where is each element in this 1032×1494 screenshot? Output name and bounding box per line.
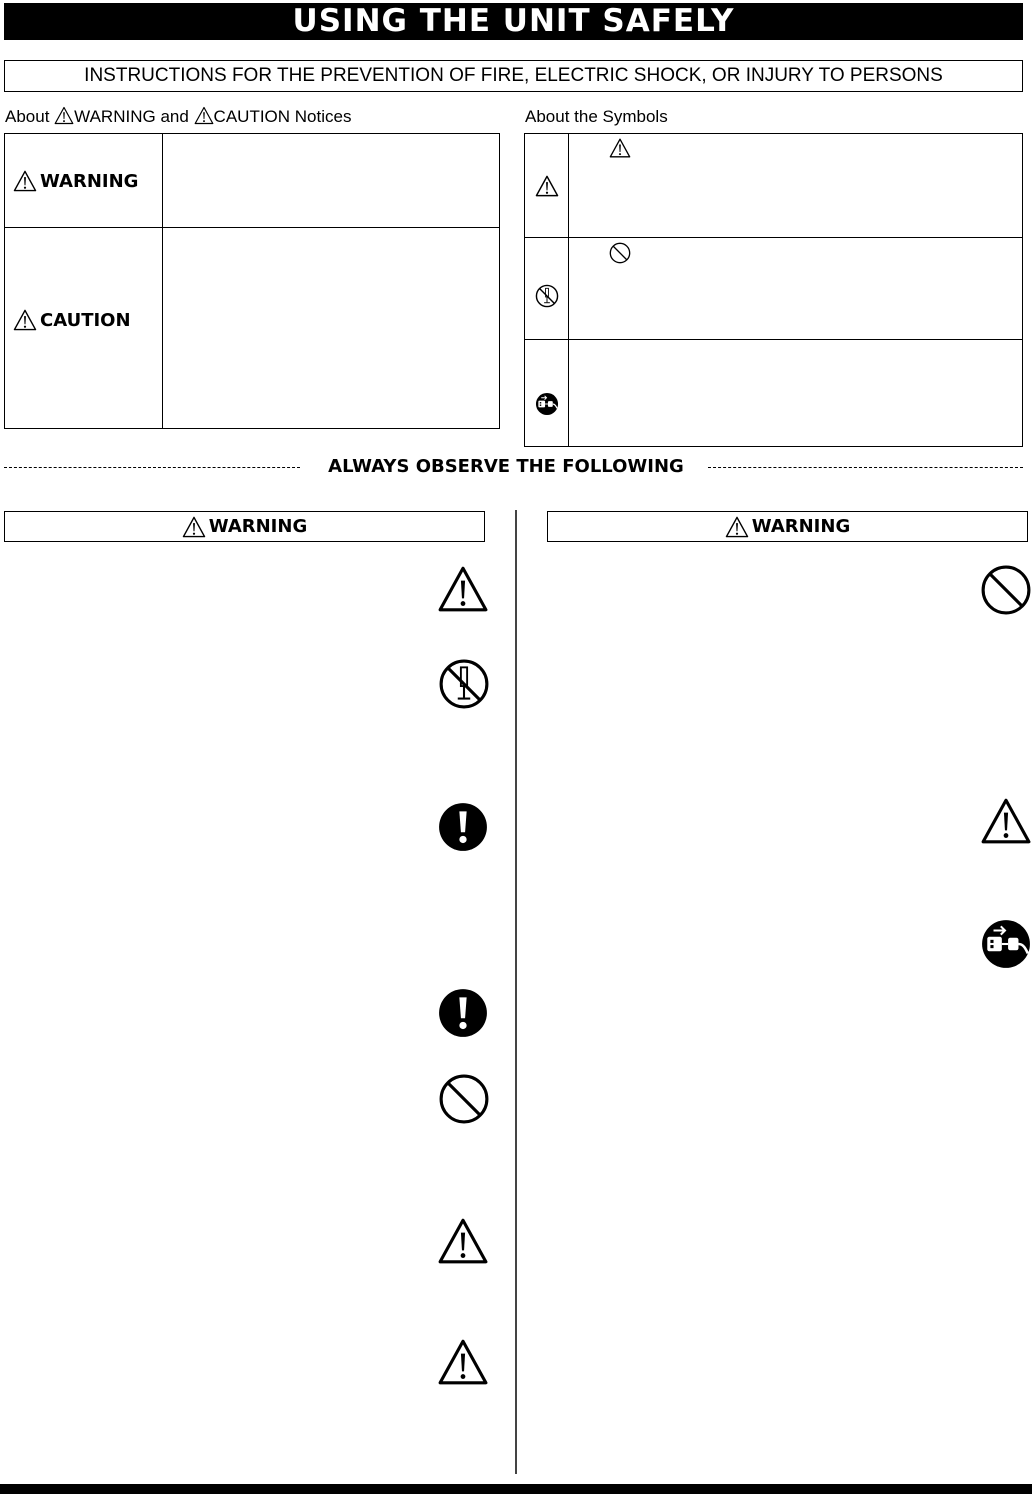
notices-table [4, 133, 500, 429]
symbols-caption: About the Symbols [525, 107, 668, 126]
right-warning-header-label: WARNING [751, 516, 851, 537]
column-divider [515, 510, 517, 1474]
notices-caption-prefix: About [5, 107, 50, 126]
page-title: USING THE UNIT SAFELY [4, 3, 1023, 40]
notice-warning-text: WARNING [40, 170, 139, 192]
caution-triangle-icon [437, 1215, 489, 1267]
instructions-heading: INSTRUCTIONS FOR THE PREVENTION OF FIRE, ELECTRIC SHOCK, OR INJURY TO PERSONS [4, 60, 1023, 92]
exclamation-circle-icon [437, 987, 489, 1039]
notice-warning-label [13, 170, 138, 192]
right-warning-header [547, 511, 1028, 542]
left-warning-header-label: WARNING [208, 516, 308, 537]
do-not-disassemble-icon [438, 658, 490, 710]
unplug-icon [980, 918, 1032, 970]
prohibition-icon [609, 242, 631, 264]
divider-right [708, 467, 1023, 468]
caution-triangle-icon [13, 309, 37, 331]
exclamation-circle-icon [437, 801, 489, 853]
caution-triangle-icon [437, 563, 489, 615]
symbols-table [524, 133, 1023, 447]
prohibition-icon [438, 1073, 490, 1125]
warning-triangle-icon [182, 516, 206, 538]
notices-caption-warning: WARNING [74, 107, 156, 126]
prohibition-icon [980, 564, 1032, 616]
left-warning-header [4, 511, 485, 542]
notice-caution-text: CAUTION [40, 309, 131, 331]
notices-caption-and: and [160, 107, 189, 126]
divider-left [4, 467, 300, 468]
small-triangle-icon [609, 137, 631, 159]
caution-triangle-icon [194, 106, 214, 125]
warning-triangle-icon [54, 106, 74, 125]
bottom-bar [0, 1484, 1032, 1494]
caution-triangle-icon [980, 795, 1032, 847]
notices-caption [5, 106, 351, 127]
caution-triangle-icon [437, 1336, 489, 1388]
caution-triangle-icon [535, 174, 559, 198]
unplug-icon [535, 392, 559, 416]
warning-triangle-icon [725, 516, 749, 538]
notices-caption-caution: CAUTION [213, 107, 291, 126]
notices-caption-suffix: Notices [294, 107, 352, 126]
warning-triangle-icon [13, 170, 37, 192]
notice-caution-label [13, 309, 131, 331]
do-not-disassemble-icon [535, 284, 559, 308]
always-observe-heading: ALWAYS OBSERVE THE FOLLOWING [328, 456, 684, 477]
